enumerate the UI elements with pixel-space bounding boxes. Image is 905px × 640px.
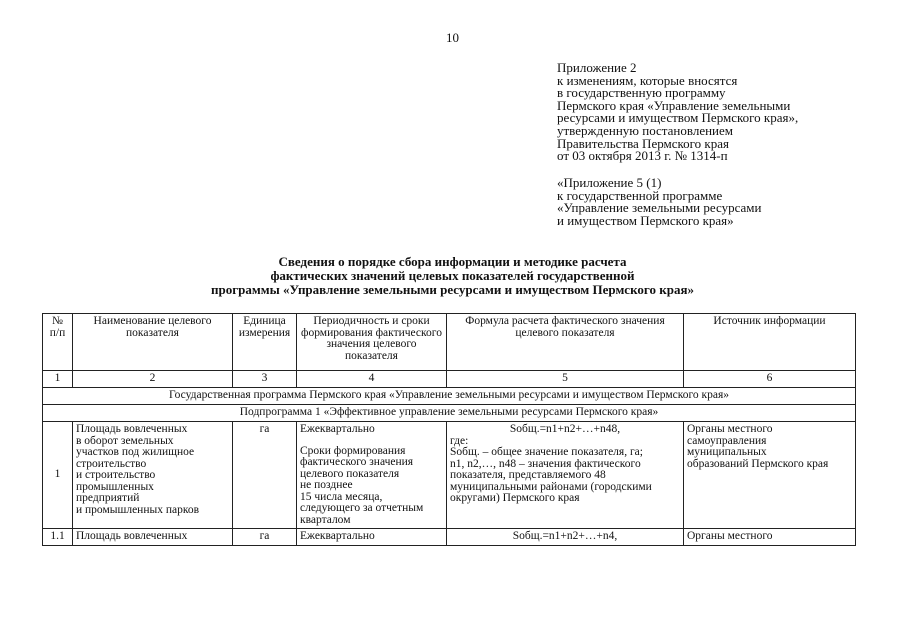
formula-line: муниципальными районами (городскими xyxy=(450,480,652,493)
periodicity-line: следующего за отчетным xyxy=(300,502,424,514)
header-cell: Периодичность и сроки формирования фактического значения целевого показателя xyxy=(297,314,447,371)
title-line: Сведения о порядке сбора информации и методике расчета xyxy=(278,254,627,269)
program-title: Государственная программа Пермского края «Управление земельными ресурсами и имуществом Пермского края» xyxy=(43,388,856,405)
indicator-name-line: предприятий xyxy=(76,492,140,504)
periodicity-line: Ежеквартально xyxy=(300,423,375,435)
appendix-header-line: Правительства Пермского края xyxy=(557,135,729,151)
column-number: 6 xyxy=(684,371,856,388)
row-number: 1 xyxy=(43,422,73,529)
program-row xyxy=(43,388,856,405)
header-cell: Источник информации xyxy=(684,314,856,371)
header-cell: Наименование целевого показателя xyxy=(73,314,233,371)
appendix-header-line: ресурсами и имуществом Пермского края», xyxy=(557,110,799,126)
appendix-header xyxy=(557,62,877,163)
table-row xyxy=(43,422,856,529)
appendix-header-line: к изменениям, которые вносятся xyxy=(557,72,738,88)
formula xyxy=(447,422,684,529)
indicator-name-line: Площадь вовлеченных xyxy=(76,423,188,435)
periodicity-line: кварталом xyxy=(300,513,351,526)
indicator-name-line: и промышленных парков xyxy=(76,503,200,516)
periodicity xyxy=(297,422,447,529)
subprogram-title: Подпрограмма 1 «Эффективное управление земельными ресурсами Пермского края» xyxy=(43,405,856,422)
column-number-row xyxy=(43,371,856,388)
indicator-name-line: и строительство xyxy=(76,469,156,481)
information-source xyxy=(684,422,856,529)
indicator-name: Площадь вовлеченных xyxy=(73,529,233,546)
periodicity-line: 15 числа месяца, xyxy=(300,490,383,503)
appendix-header-line: Пермского края «Управление земельными xyxy=(557,97,791,113)
appendix-header-line: Приложение 2 xyxy=(557,60,637,75)
appendix-header-line: утвержденную постановлением xyxy=(557,122,734,138)
formula-main: Sобщ.=n1+n2+…+n48, xyxy=(509,423,621,435)
source-line: Органы местного xyxy=(687,423,773,435)
header-cell: № п/п xyxy=(43,314,73,371)
indicator-name-line: промышленных xyxy=(76,480,154,493)
column-number: 2 xyxy=(73,371,233,388)
formula-line: округами) Пермского края xyxy=(450,492,580,504)
column-number: 4 xyxy=(297,371,447,388)
indicator-name-line: участков под жилищное xyxy=(76,446,195,458)
title-line: фактических значений целевых показателей государственной xyxy=(270,268,635,283)
periodicity-line: целевого показателя xyxy=(300,467,400,480)
appendix-reference-line: «Управление земельными ресурсами xyxy=(557,200,762,216)
header-cell: Формула расчета фактического значения целевого показателя xyxy=(447,314,684,371)
appendix-reference-line: к государственной программе xyxy=(557,187,723,203)
indicator-name-line: строительство xyxy=(76,457,147,470)
column-number: 5 xyxy=(447,371,684,388)
header-cell: Единица измерения xyxy=(233,314,297,371)
appendix-reference-line: «Приложение 5 (1) xyxy=(557,175,662,190)
periodicity-line: не позднее xyxy=(300,479,353,491)
unit: га xyxy=(233,422,297,529)
formula-line: Sобщ. – общее значение показателя, га; xyxy=(450,446,643,458)
appendix-reference-line: и имуществом Пермского края» xyxy=(557,212,734,228)
subprogram-row xyxy=(43,405,856,422)
table-header-row xyxy=(43,314,856,371)
source-line: самоуправления xyxy=(687,434,767,447)
row-number: 1.1 xyxy=(43,529,73,546)
page-number: 10 xyxy=(446,30,459,45)
indicators-table xyxy=(42,313,856,546)
document-title xyxy=(0,255,905,297)
formula: Sобщ.=n1+n2+…+n4, xyxy=(447,529,684,546)
column-number: 1 xyxy=(43,371,73,388)
periodicity-line: Сроки формирования xyxy=(300,444,406,457)
appendix-reference xyxy=(557,177,877,227)
title-line: программы «Управление земельными ресурсами и имуществом Пермского края» xyxy=(211,282,694,297)
formula-line: где: xyxy=(450,434,469,447)
information-source: Органы местного xyxy=(684,529,856,546)
appendix-header-line: от 03 октября 2013 г. № 1314-п xyxy=(557,148,728,164)
formula-line: показателя, представляемого 48 xyxy=(450,469,606,481)
appendix-header-line: в государственную программу xyxy=(557,85,726,101)
periodicity: Ежеквартально xyxy=(297,529,447,546)
formula-line: n1, n2,…, n48 – значения фактического xyxy=(450,457,641,470)
periodicity-line: фактического значения xyxy=(300,456,414,468)
source-line: образований Пермского края xyxy=(687,457,829,470)
unit: га xyxy=(233,529,297,546)
source-line: муниципальных xyxy=(687,446,767,458)
indicator-name xyxy=(73,422,233,529)
indicator-name-line: в оборот земельных xyxy=(76,434,174,447)
column-number: 3 xyxy=(233,371,297,388)
table-row xyxy=(43,529,856,546)
